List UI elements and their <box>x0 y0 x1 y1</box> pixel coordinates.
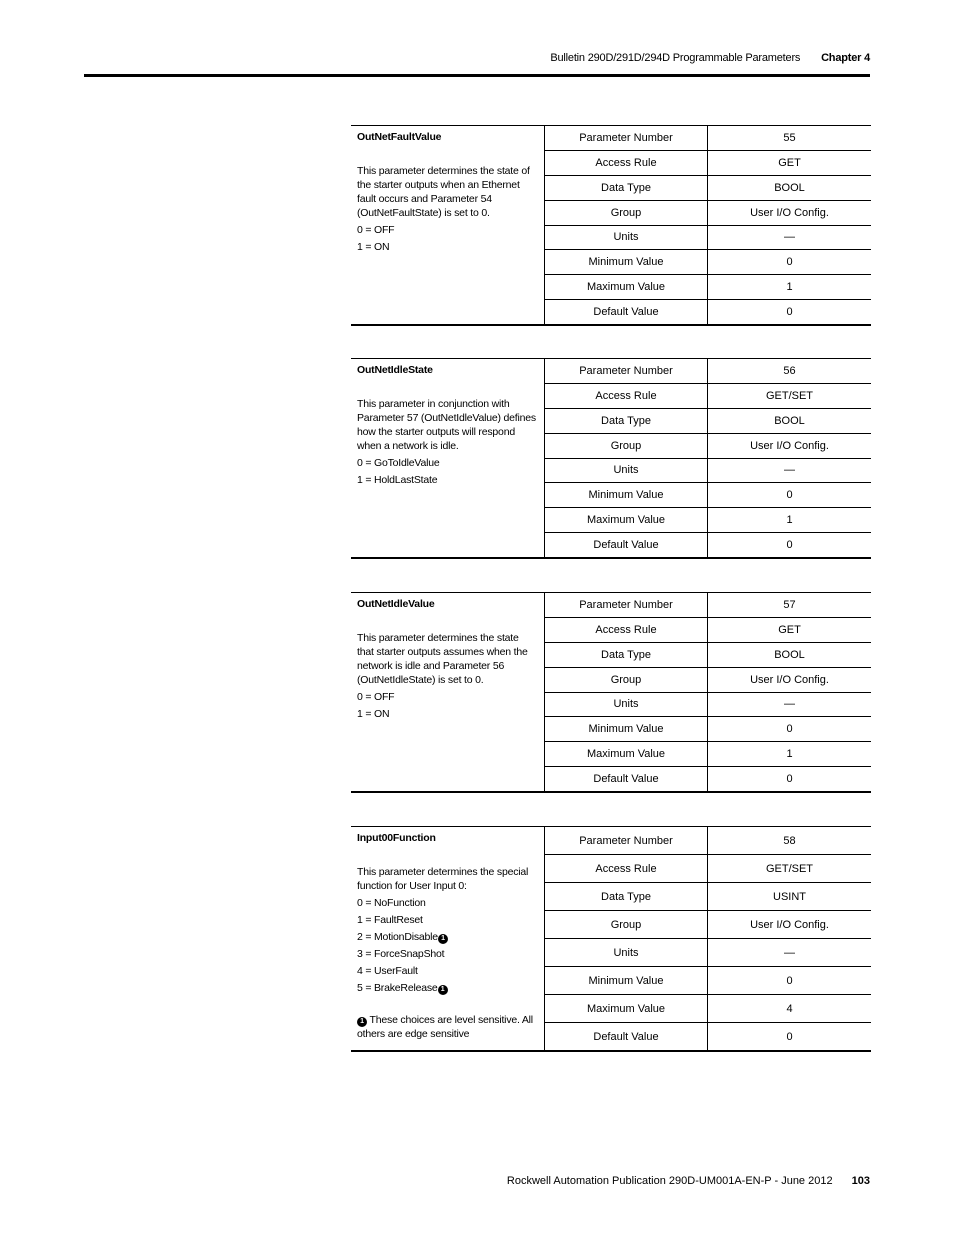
row-label: Units <box>545 226 708 250</box>
header-title: Bulletin 290D/291D/294D Programmable Parameters <box>550 52 801 64</box>
row-value: 56 <box>783 364 796 377</box>
table-row <box>545 250 871 275</box>
table-row <box>545 483 871 508</box>
row-label: Parameter Number <box>545 359 708 383</box>
param-attributes <box>545 827 871 1050</box>
note-marker-icon: 1 <box>357 1017 367 1027</box>
row-value: 58 <box>783 834 796 847</box>
row-label: Data Type <box>545 176 708 200</box>
option-item: 0 = GoToIdleValue <box>357 457 440 469</box>
param-description: This parameter determines the state that starter outputs assumes when the network is idle and Parameter 56 (OutNetIdleState) is set to 0. <box>357 632 528 686</box>
table-row <box>545 717 871 742</box>
row-label: Maximum Value <box>545 508 708 532</box>
row-value: 0 <box>786 974 793 987</box>
option-item: 1 = ON <box>357 708 390 720</box>
note-marker-icon: 1 <box>438 934 448 944</box>
table-row <box>545 409 871 434</box>
table-row <box>545 995 871 1023</box>
page-footer <box>507 1175 870 1187</box>
param-name: OutNetIdleValue <box>357 598 435 610</box>
publication-info: Rockwell Automation Publication 290D-UM001A-EN-P - June 2012 <box>506 1175 833 1187</box>
option-item: 1 = HoldLastState <box>357 474 438 486</box>
row-label: Default Value <box>545 1023 708 1050</box>
table-row <box>545 883 871 911</box>
param-name: OutNetIdleState <box>357 364 433 376</box>
table-row <box>545 967 871 995</box>
row-value: 0 <box>786 256 793 269</box>
row-value: User I/O Config. <box>750 206 829 219</box>
row-value: GET/SET <box>765 389 814 402</box>
table-row <box>545 275 871 300</box>
table-row <box>545 300 871 324</box>
param-table-outnetidlevalue <box>351 592 871 793</box>
row-value: BOOL <box>774 181 805 194</box>
row-value: 0 <box>786 306 793 319</box>
table-row <box>545 742 871 767</box>
row-value: — <box>784 698 795 711</box>
param-attributes <box>545 593 871 791</box>
row-label: Minimum Value <box>545 967 708 994</box>
table-row <box>545 176 871 201</box>
param-description-cell <box>351 593 545 791</box>
table-row <box>545 855 871 883</box>
table-row <box>545 201 871 226</box>
row-value: 57 <box>783 598 796 611</box>
row-value: User I/O Config. <box>750 439 829 452</box>
row-label: Parameter Number <box>545 126 708 150</box>
row-label: Access Rule <box>545 384 708 408</box>
option-item: 0 = OFF <box>357 691 395 703</box>
table-row <box>545 508 871 533</box>
param-description-cell <box>351 126 545 324</box>
row-value: 1 <box>786 514 793 527</box>
param-attributes <box>545 126 871 324</box>
row-value: 0 <box>786 773 793 786</box>
param-description-cell <box>351 359 545 557</box>
row-value: 1 <box>786 281 793 294</box>
running-header <box>550 52 870 64</box>
table-row <box>545 618 871 643</box>
table-row <box>545 126 871 151</box>
row-label: Maximum Value <box>545 742 708 766</box>
row-label: Data Type <box>545 643 708 667</box>
row-value: — <box>784 464 795 477</box>
option-item: 4 = UserFault <box>357 965 418 977</box>
table-row <box>545 384 871 409</box>
row-label: Default Value <box>545 533 708 557</box>
footnote-text: These choices are level sensitive. All others are edge sensitive <box>357 1014 533 1040</box>
row-label: Default Value <box>545 300 708 324</box>
table-row <box>545 693 871 718</box>
param-table-input00function <box>351 826 871 1052</box>
page-number: 103 <box>851 1175 870 1187</box>
row-value: 0 <box>786 1030 793 1043</box>
row-label: Access Rule <box>545 618 708 642</box>
option-item: 0 = OFF <box>357 224 395 236</box>
row-label: Data Type <box>545 883 708 910</box>
table-row <box>545 151 871 176</box>
row-label: Minimum Value <box>545 717 708 741</box>
row-value: 1 <box>786 748 793 761</box>
row-label: Parameter Number <box>545 593 708 617</box>
row-value: User I/O Config. <box>750 918 829 931</box>
row-label: Group <box>545 434 708 458</box>
row-label: Default Value <box>545 767 708 791</box>
row-value: BOOL <box>774 648 805 661</box>
row-label: Access Rule <box>545 855 708 882</box>
row-label: Group <box>545 911 708 938</box>
row-value: USINT <box>773 890 806 903</box>
param-description: This parameter determines the special function for User Input 0: <box>357 866 529 892</box>
table-row <box>545 939 871 967</box>
row-value: GET <box>778 623 801 636</box>
table-row <box>545 767 871 791</box>
row-label: Maximum Value <box>545 995 708 1022</box>
row-value: 0 <box>786 489 793 502</box>
row-value: 0 <box>786 723 793 736</box>
row-label: Data Type <box>545 409 708 433</box>
header-chapter: Chapter 4 <box>821 52 870 64</box>
param-name: OutNetFaultValue <box>357 131 442 143</box>
option-item: 1 = FaultReset <box>357 914 423 926</box>
table-row <box>545 911 871 939</box>
table-row <box>545 533 871 557</box>
table-row <box>545 359 871 384</box>
row-value: GET/SET <box>765 862 814 875</box>
param-attributes <box>545 359 871 557</box>
row-value: 55 <box>783 131 796 144</box>
table-row <box>545 1023 871 1050</box>
option-item-level-sensitive <box>357 930 538 944</box>
param-description: This parameter in conjunction with Parameter 57 (OutNetIdleValue) defines how the starter outputs will respond when a network is idle. <box>357 398 536 452</box>
row-label: Units <box>545 693 708 717</box>
row-label: Units <box>545 459 708 483</box>
row-value: BOOL <box>774 414 805 427</box>
table-row <box>545 643 871 668</box>
param-description-cell <box>351 827 545 1050</box>
param-table-outnetfaultvalue <box>351 125 871 326</box>
header-rule <box>84 74 870 77</box>
row-value: — <box>784 231 795 244</box>
table-row <box>545 593 871 618</box>
row-label: Minimum Value <box>545 250 708 274</box>
row-label: Parameter Number <box>545 827 708 854</box>
option-label: 5 = BrakeRelease <box>357 982 438 994</box>
row-label: Group <box>545 201 708 225</box>
table-row <box>545 434 871 459</box>
row-value: User I/O Config. <box>750 673 829 686</box>
option-item-level-sensitive <box>357 981 538 995</box>
row-label: Group <box>545 668 708 692</box>
row-label: Maximum Value <box>545 275 708 299</box>
row-label: Minimum Value <box>545 483 708 507</box>
row-value: — <box>784 946 795 959</box>
option-item: 1 = ON <box>357 241 390 253</box>
row-label: Access Rule <box>545 151 708 175</box>
param-name: Input00Function <box>357 832 436 844</box>
footnote <box>357 1013 538 1041</box>
table-row <box>545 459 871 484</box>
table-row <box>545 827 871 855</box>
table-row <box>545 668 871 693</box>
row-value: 4 <box>786 1002 793 1015</box>
option-item: 0 = NoFunction <box>357 897 426 909</box>
option-label: 2 = MotionDisable <box>357 931 438 943</box>
param-table-outnetidlestate <box>351 358 871 559</box>
param-description: This parameter determines the state of the starter outputs when an Ethernet fault occurs and Parameter 54 (OutNetFaultState) is set to 0. <box>357 165 530 219</box>
row-label: Units <box>545 939 708 966</box>
note-marker-icon: 1 <box>438 985 448 995</box>
row-value: GET <box>778 156 801 169</box>
option-item: 3 = ForceSnapShot <box>357 948 445 960</box>
table-row <box>545 226 871 251</box>
row-value: 0 <box>786 539 793 552</box>
